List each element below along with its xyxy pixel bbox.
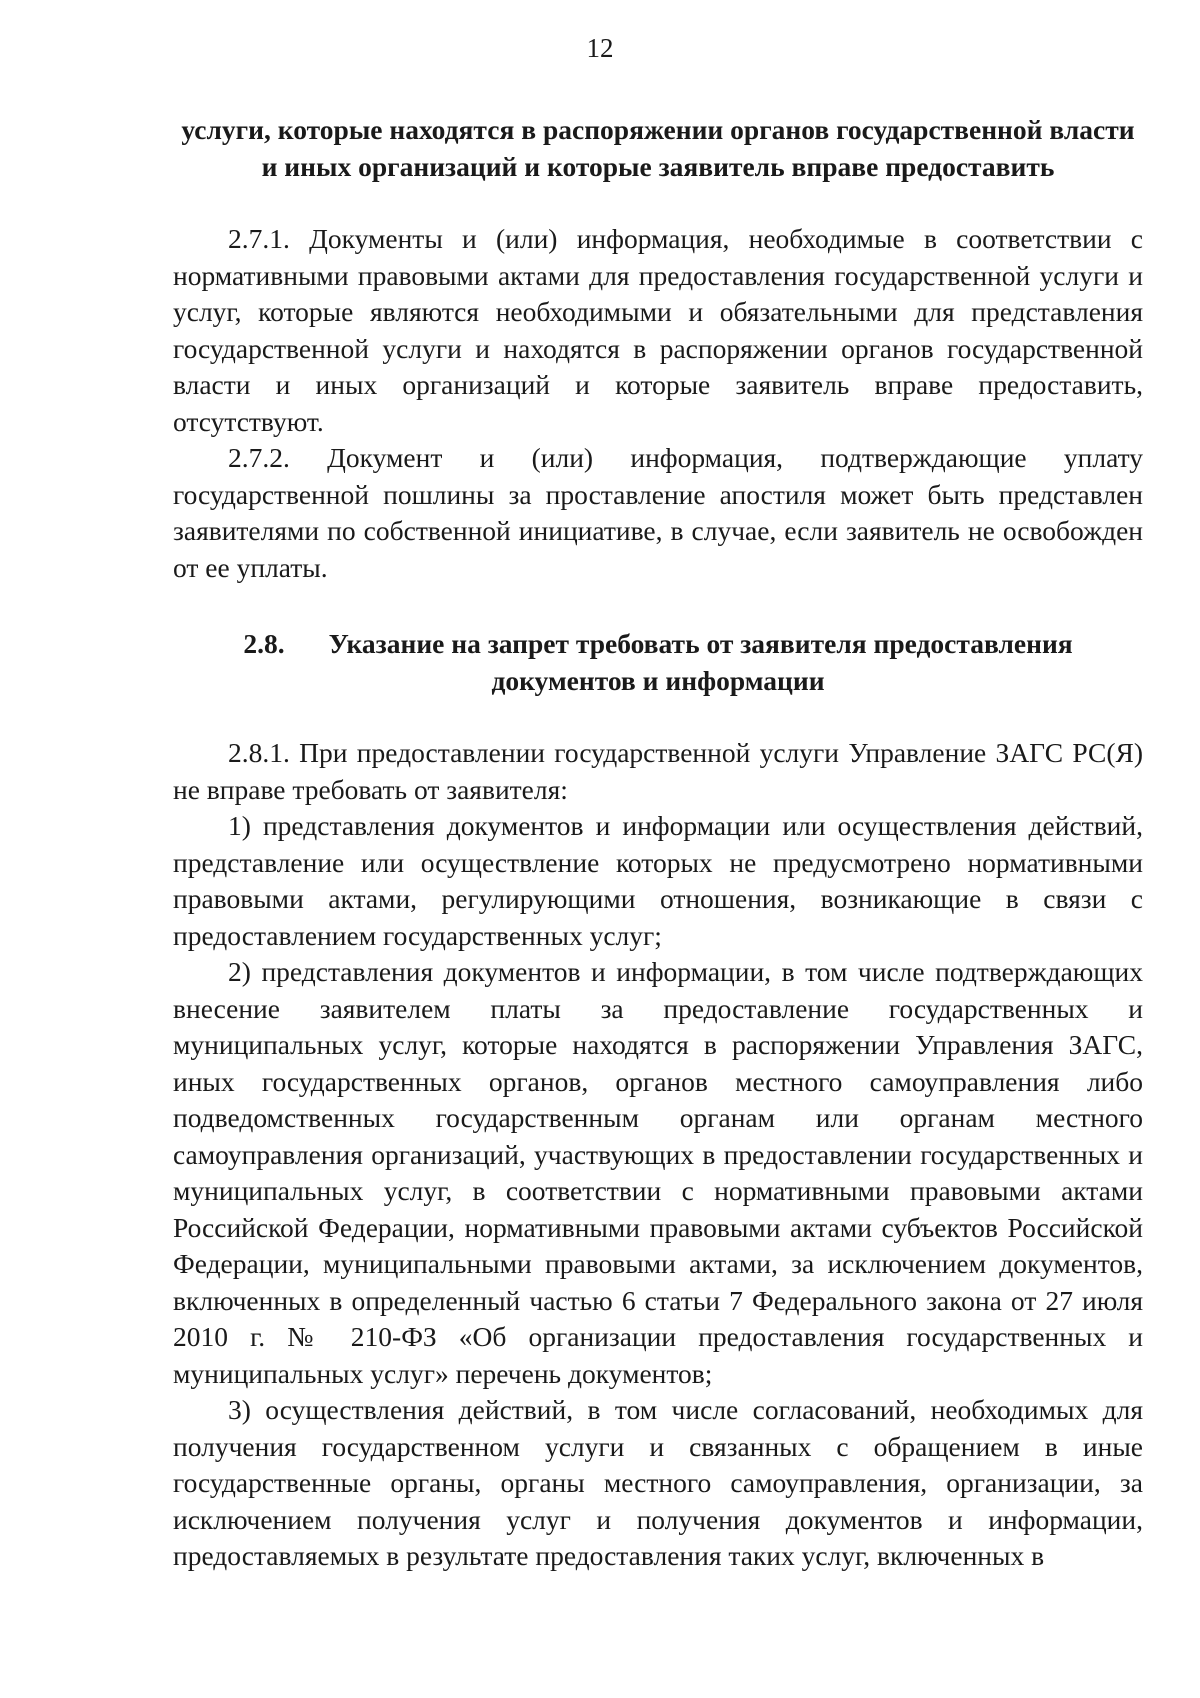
paragraph-2-7-2: 2.7.2. Документ и (или) информация, подтверждающие уплату государственной пошлины за проставление апостиля может быть представлен заявителями по собственной инициативе, в случае, если заявитель не освобожден от ее уплаты. — [173, 442, 1143, 583]
paragraph-2-8-1: 2.8.1. При предоставлении государственной услуги Управление ЗАГС РС(Я) не вправе требовать от заявителя: — [173, 737, 1143, 805]
list-item-2: 2) представления документов и информации, в том числе подтверждающих внесение заявителем платы за предоставление государственных и муниципальных услуг, которые находятся в распоряжении Управления ЗАГС, иных государственных органов, органов местного самоуправления либо подведомственных государственным органам или органам местного самоуправления организаций, участвующих в предоставлении государственных и муниципальных услуг, в соответствии с нормативными правовыми актами Российской Федерации, нормативными правовыми актами субъектов Российской Федерации, муниципальными правовыми актами, за исключением документов, включенных в определенный частью 6 статьи 7 Федерального закона от 27 июля 2010 г. № 210-ФЗ «Об организации предоставления государственных и муниципальных услуг» перечень документов; — [173, 956, 1143, 1389]
section-2-8-number: 2.8. — [243, 628, 285, 659]
section-2-7-heading-tail: услуги, которые находятся в распоряжении органов государственной власти и иных организаций и которые заявитель вправе предоставить — [181, 114, 1135, 182]
page-content — [173, 112, 1143, 1575]
list-item-1: 1) представления документов и информации или осуществления действий, представление или осуществление которых не предусмотрено нормативными правовыми актами, регулирующими отношения, возникающие в связи с предоставлением государственных услуг; — [173, 810, 1143, 951]
paragraph-2-7-1: 2.7.1. Документы и (или) информация, необходимые в соответствии с нормативными правовыми актами для предоставления государственной услуги и услуг, которые являются необходимыми и обязательными для представления государственной услуги и находятся в распоряжении органов государственной власти и иных организаций и которые заявитель вправе предоставить, отсутствуют. — [173, 223, 1143, 437]
section-2-8-heading — [173, 626, 1143, 699]
section-2-8-title: Указание на запрет требовать от заявителя предоставления документов и информации — [328, 628, 1073, 696]
page-number: 12 — [586, 33, 614, 63]
list-item-3: 3) осуществления действий, в том числе согласований, необходимых для получения государственном услуги и связанных с обращением в иные государственные органы, органы местного самоуправления, организации, за исключением получения услуг и получения документов и информации, предоставляемых в результате предоставления таких услуг, включенных в — [173, 1394, 1143, 1571]
